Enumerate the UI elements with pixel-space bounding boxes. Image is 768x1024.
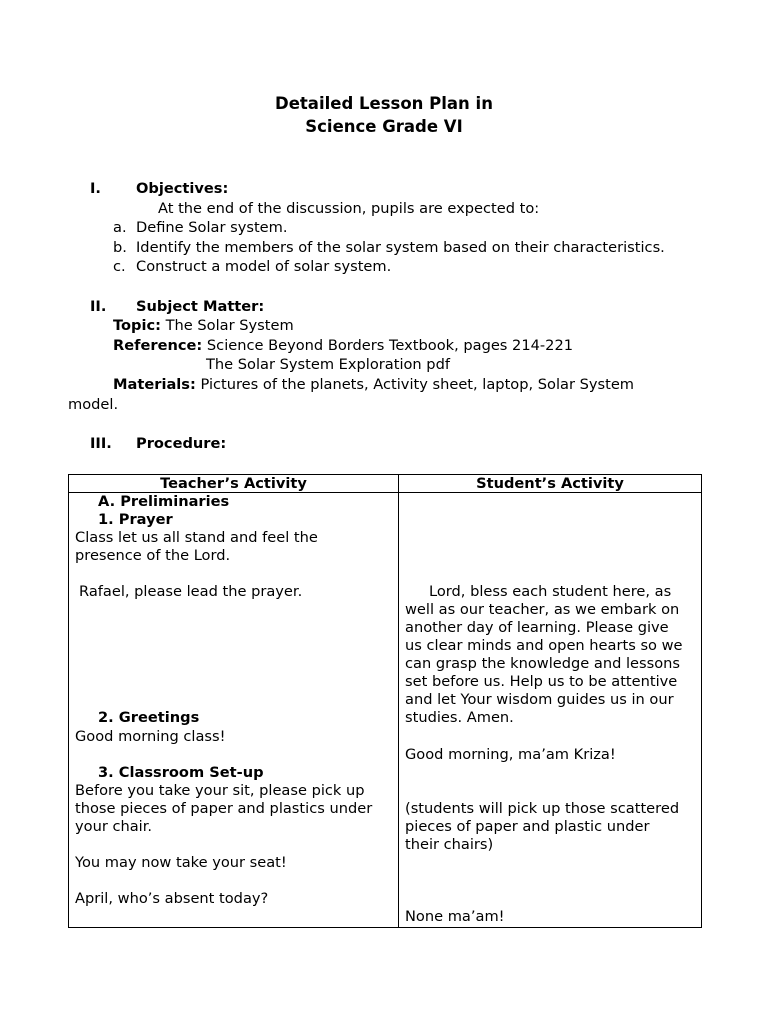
student-prayer-line-7: and let Your wisdom guides us in our bbox=[405, 691, 674, 708]
student-prayer-line-3: another day of learning. Please give bbox=[405, 619, 669, 636]
student-activity-cell bbox=[399, 493, 702, 928]
prayer-heading: 1. Prayer bbox=[98, 511, 173, 528]
teacher-absent-question: April, who’s absent today? bbox=[75, 890, 269, 907]
greetings-heading: 2. Greetings bbox=[98, 709, 200, 726]
materials-value-1: Pictures of the planets, Activity sheet, laptop, Solar System bbox=[200, 376, 635, 393]
student-prayer-line-1: Lord, bless each student here, as bbox=[429, 583, 672, 600]
teacher-prayer-lead: Rafael, please lead the prayer. bbox=[79, 583, 303, 600]
objective-marker-b: b. bbox=[113, 239, 127, 256]
objectives-numeral: I. bbox=[90, 180, 101, 197]
teacher-greeting: Good morning class! bbox=[75, 728, 226, 745]
teacher-take-seat: You may now take your seat! bbox=[75, 854, 287, 871]
student-prayer-line-8: studies. Amen. bbox=[405, 709, 514, 726]
classroom-setup-heading: 3. Classroom Set-up bbox=[98, 764, 264, 781]
teacher-activity-header: Teacher’s Activity bbox=[69, 475, 399, 493]
subject-matter-heading: Subject Matter: bbox=[136, 298, 265, 315]
student-pickup-line-1: (students will pick up those scattered bbox=[405, 800, 680, 817]
title-line-2: Science Grade VI bbox=[305, 117, 463, 136]
student-prayer-line-4: us clear minds and open hearts so we bbox=[405, 637, 683, 654]
student-activity-header: Student’s Activity bbox=[399, 475, 702, 493]
title-line-1: Detailed Lesson Plan in bbox=[275, 94, 493, 113]
objective-text-a: Define Solar system. bbox=[136, 219, 288, 236]
reference-row bbox=[113, 337, 573, 355]
student-greeting: Good morning, ma’am Kriza! bbox=[405, 746, 616, 763]
student-prayer-line-6: set before us. Help us to be attentive bbox=[405, 673, 678, 690]
student-absent-answer: None ma’am! bbox=[405, 908, 505, 925]
student-prayer-line-2: well as our teacher, as we embark on bbox=[405, 601, 680, 618]
objective-marker-a: a. bbox=[113, 219, 127, 236]
procedure-heading: Procedure: bbox=[136, 435, 227, 452]
materials-value-2: model. bbox=[68, 396, 119, 413]
teacher-prayer-line-1: Class let us all stand and feel the bbox=[75, 529, 318, 546]
topic-value: The Solar System bbox=[165, 317, 294, 334]
procedure-numeral: III. bbox=[90, 435, 112, 452]
teacher-prayer-line-2: presence of the Lord. bbox=[75, 547, 231, 564]
objective-text-b: Identify the members of the solar system based on their characteristics. bbox=[136, 239, 665, 256]
preliminaries-heading: A. Preliminaries bbox=[98, 493, 230, 510]
materials-row bbox=[113, 376, 634, 394]
student-pickup-line-2: pieces of paper and plastic under bbox=[405, 818, 650, 835]
reference-label: Reference: bbox=[113, 337, 203, 354]
reference-value-1: Science Beyond Borders Textbook, pages 214-221 bbox=[206, 337, 574, 354]
objectives-intro: At the end of the discussion, pupils are expected to: bbox=[158, 200, 540, 217]
procedure-table bbox=[68, 474, 702, 928]
teacher-setup-line-3: your chair. bbox=[75, 818, 153, 835]
teacher-setup-line-1: Before you take your sit, please pick up bbox=[75, 782, 365, 799]
materials-label: Materials: bbox=[113, 376, 196, 393]
topic-label: Topic: bbox=[113, 317, 161, 334]
teacher-setup-line-2: those pieces of paper and plastics under bbox=[75, 800, 373, 817]
objective-marker-c: c. bbox=[113, 258, 126, 275]
teacher-activity-cell bbox=[69, 493, 399, 928]
objectives-heading: Objectives: bbox=[136, 180, 229, 197]
student-prayer-line-5: can grasp the knowledge and lessons bbox=[405, 655, 681, 672]
table-row bbox=[69, 493, 702, 928]
topic-row bbox=[113, 317, 294, 335]
table-header-row bbox=[69, 475, 702, 493]
objective-text-c: Construct a model of solar system. bbox=[136, 258, 392, 275]
reference-value-2: The Solar System Exploration pdf bbox=[206, 356, 450, 373]
subject-matter-numeral: II. bbox=[90, 298, 107, 315]
student-pickup-line-3: their chairs) bbox=[405, 836, 494, 853]
